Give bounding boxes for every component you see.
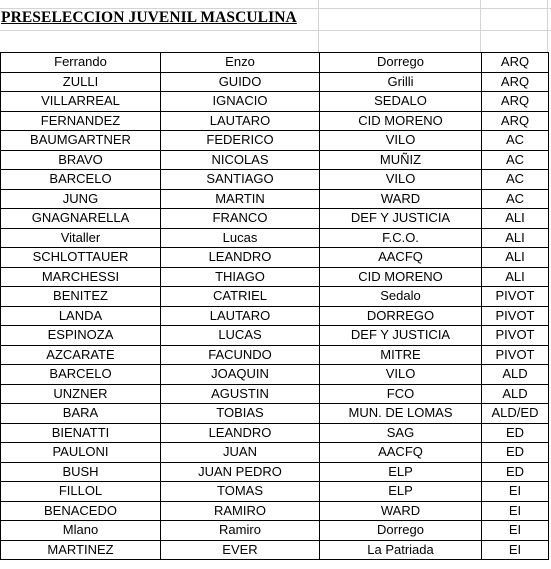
cell-position[interactable]: PIVOT <box>482 345 549 365</box>
cell-name[interactable]: FEDERICO <box>161 131 320 151</box>
cell-position[interactable]: PIVOT <box>482 326 549 346</box>
table-row <box>1 306 549 326</box>
cell-name[interactable]: LUCAS <box>161 326 320 346</box>
cell-position[interactable]: ARQ <box>482 72 549 92</box>
table-row <box>1 384 549 404</box>
table-row <box>1 72 549 92</box>
cell-name[interactable]: TOBIAS <box>161 404 320 424</box>
cell-name[interactable]: FACUNDO <box>161 345 320 365</box>
cell-club[interactable]: CID MORENO <box>320 111 482 131</box>
cell-club[interactable]: CID MORENO <box>320 267 482 287</box>
cell-surname[interactable]: BENACEDO <box>1 501 161 521</box>
table-row <box>1 345 549 365</box>
cell-surname[interactable]: BIENATTI <box>1 423 161 443</box>
cell-position[interactable]: ALI <box>482 228 549 248</box>
table-row <box>1 443 549 463</box>
table-row <box>1 131 549 151</box>
table-row <box>1 53 549 73</box>
cell-club[interactable]: AACFQ <box>320 248 482 268</box>
cell-position[interactable]: ARQ <box>482 111 549 131</box>
cell-club[interactable]: DEF Y JUSTICIA <box>320 209 482 229</box>
cell-surname[interactable]: SCHLOTTAUER <box>1 248 161 268</box>
cell-name[interactable]: JOAQUIN <box>161 365 320 385</box>
cell-surname[interactable]: MARCHESSI <box>1 267 161 287</box>
cell-position[interactable]: EI <box>482 482 549 502</box>
cell-position[interactable]: AC <box>482 150 549 170</box>
roster-body <box>1 53 549 560</box>
cell-club[interactable]: MUN. DE LOMAS <box>320 404 482 424</box>
cell-club[interactable]: Sedalo <box>320 287 482 307</box>
cell-position[interactable]: AC <box>482 131 549 151</box>
table-row <box>1 209 549 229</box>
cell-club[interactable]: WARD <box>320 189 482 209</box>
cell-surname[interactable]: LANDA <box>1 306 161 326</box>
table-row <box>1 326 549 346</box>
table-row <box>1 521 549 541</box>
cell-club[interactable]: La Patriada <box>320 540 482 560</box>
table-row <box>1 189 549 209</box>
cell-surname[interactable]: ZULLI <box>1 72 161 92</box>
cell-name[interactable]: LAUTARO <box>161 306 320 326</box>
cell-position[interactable]: ARQ <box>482 53 549 73</box>
cell-name[interactable]: SANTIAGO <box>161 170 320 190</box>
cell-name[interactable]: EVER <box>161 540 320 560</box>
cell-position[interactable]: ALD/ED <box>482 404 549 424</box>
cell-surname[interactable]: BARCELO <box>1 365 161 385</box>
cell-position[interactable]: AC <box>482 170 549 190</box>
cell-name[interactable]: LEANDRO <box>161 423 320 443</box>
cell-club[interactable]: VILO <box>320 170 482 190</box>
cell-name[interactable]: LAUTARO <box>161 111 320 131</box>
cell-name[interactable]: JUAN PEDRO <box>161 462 320 482</box>
cell-position[interactable]: PIVOT <box>482 287 549 307</box>
cell-position[interactable]: ED <box>482 443 549 463</box>
cell-club[interactable]: Grilli <box>320 72 482 92</box>
cell-club[interactable]: Dorrego <box>320 53 482 73</box>
cell-name[interactable]: FRANCO <box>161 209 320 229</box>
cell-club[interactable]: VILO <box>320 131 482 151</box>
cell-club[interactable]: DEF Y JUSTICIA <box>320 326 482 346</box>
cell-club[interactable]: SAG <box>320 423 482 443</box>
cell-club[interactable]: ELP <box>320 482 482 502</box>
cell-surname[interactable]: FERNANDEZ <box>1 111 161 131</box>
cell-surname[interactable]: BENITEZ <box>1 287 161 307</box>
cell-name[interactable]: AGUSTIN <box>161 384 320 404</box>
cell-surname[interactable]: BAUMGARTNER <box>1 131 161 151</box>
cell-club[interactable]: VILO <box>320 365 482 385</box>
cell-name[interactable]: LEANDRO <box>161 248 320 268</box>
cell-surname[interactable]: BARCELO <box>1 170 161 190</box>
title-row <box>0 0 551 32</box>
cell-surname[interactable]: Mlano <box>1 521 161 541</box>
cell-surname[interactable]: GNAGNARELLA <box>1 209 161 229</box>
cell-surname[interactable]: BUSH <box>1 462 161 482</box>
cell-position[interactable]: ALD <box>482 384 549 404</box>
cell-name[interactable]: NICOLAS <box>161 150 320 170</box>
cell-position[interactable]: EI <box>482 521 549 541</box>
cell-surname[interactable]: BRAVO <box>1 150 161 170</box>
cell-position[interactable]: ALI <box>482 248 549 268</box>
table-row <box>1 482 549 502</box>
sheet-title: PRESELECCION JUVENIL MASCULINA <box>1 9 297 26</box>
cell-surname[interactable]: MARTINEZ <box>1 540 161 560</box>
cell-surname[interactable]: FILLOL <box>1 482 161 502</box>
table-row <box>1 501 549 521</box>
table-row <box>1 248 549 268</box>
cell-name[interactable]: THIAGO <box>161 267 320 287</box>
cell-surname[interactable]: AZCARATE <box>1 345 161 365</box>
cell-name[interactable]: RAMIRO <box>161 501 320 521</box>
cell-club[interactable]: MUÑIZ <box>320 150 482 170</box>
cell-name[interactable]: IGNACIO <box>161 92 320 112</box>
table-row <box>1 462 549 482</box>
cell-position[interactable]: EI <box>482 501 549 521</box>
cell-name[interactable]: CATRIEL <box>161 287 320 307</box>
cell-club[interactable]: DORREGO <box>320 306 482 326</box>
table-row <box>1 287 549 307</box>
cell-name[interactable]: Ramiro <box>161 521 320 541</box>
cell-name[interactable]: JUAN <box>161 443 320 463</box>
cell-surname[interactable]: ESPINOZA <box>1 326 161 346</box>
cell-position[interactable]: AC <box>482 189 549 209</box>
cell-club[interactable]: F.C.O. <box>320 228 482 248</box>
cell-name[interactable]: GUIDO <box>161 72 320 92</box>
table-row <box>1 540 549 560</box>
cell-surname[interactable]: BARA <box>1 404 161 424</box>
table-row <box>1 267 549 287</box>
cell-surname[interactable]: JUNG <box>1 189 161 209</box>
cell-club[interactable]: MITRE <box>320 345 482 365</box>
table-row <box>1 404 549 424</box>
cell-club[interactable]: AACFQ <box>320 443 482 463</box>
cell-club[interactable]: ELP <box>320 462 482 482</box>
table-row <box>1 150 549 170</box>
cell-position[interactable]: ALD <box>482 365 549 385</box>
cell-name[interactable]: MARTIN <box>161 189 320 209</box>
cell-surname[interactable]: Vitaller <box>1 228 161 248</box>
cell-position[interactable]: ARQ <box>482 92 549 112</box>
cell-name[interactable]: Lucas <box>161 228 320 248</box>
cell-club[interactable]: WARD <box>320 501 482 521</box>
table-row <box>1 365 549 385</box>
cell-position[interactable]: ALI <box>482 267 549 287</box>
cell-club[interactable]: Dorrego <box>320 521 482 541</box>
table-row <box>1 111 549 131</box>
cell-club[interactable]: SEDALO <box>320 92 482 112</box>
roster-table <box>0 52 549 560</box>
cell-position[interactable]: EI <box>482 540 549 560</box>
table-row <box>1 92 549 112</box>
cell-surname[interactable]: PAULONI <box>1 443 161 463</box>
cell-surname[interactable]: Ferrando <box>1 53 161 73</box>
cell-position[interactable]: PIVOT <box>482 306 549 326</box>
table-row <box>1 170 549 190</box>
table-row <box>1 423 549 443</box>
cell-name[interactable]: TOMAS <box>161 482 320 502</box>
cell-surname[interactable]: VILLARREAL <box>1 92 161 112</box>
cell-position[interactable]: ED <box>482 462 549 482</box>
cell-surname[interactable]: UNZNER <box>1 384 161 404</box>
cell-position[interactable]: ED <box>482 423 549 443</box>
cell-club[interactable]: FCO <box>320 384 482 404</box>
cell-name[interactable]: Enzo <box>161 53 320 73</box>
table-row <box>1 228 549 248</box>
cell-position[interactable]: ALI <box>482 209 549 229</box>
